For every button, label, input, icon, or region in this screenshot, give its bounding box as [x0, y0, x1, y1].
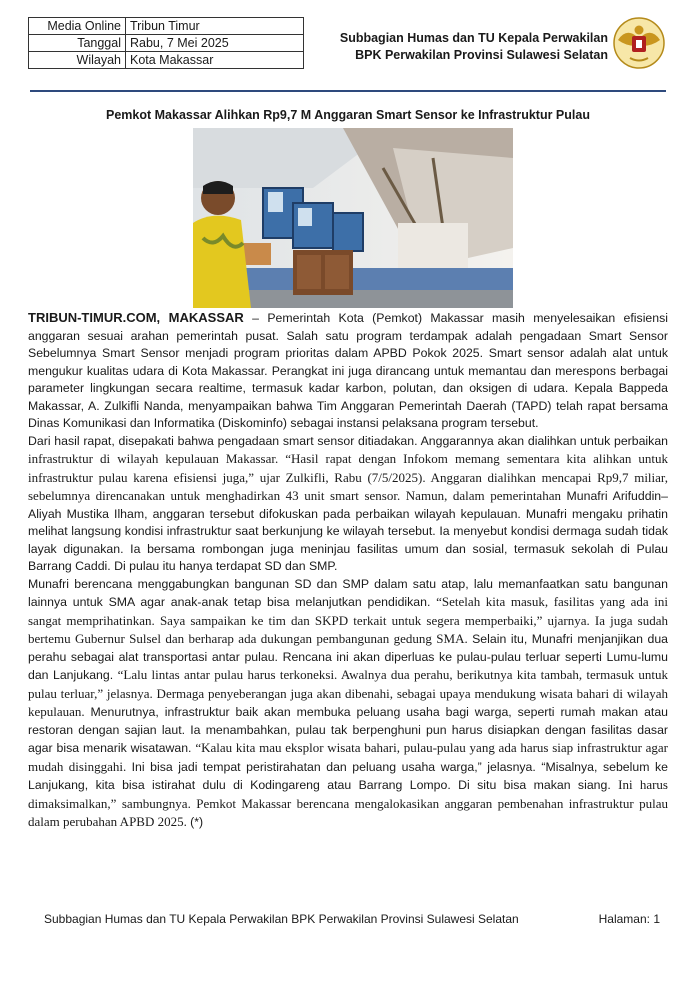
meta-label: Tanggal — [29, 35, 126, 52]
meta-value: Tribun Timur — [126, 18, 304, 35]
article-text: Dari hasil rapat, disepakati bahwa pengadaan smart sensor ditiadakan. Anggarannya akan dialihkan untuk perbaikan — [28, 433, 668, 448]
article-text: – Pemerintah Kota (Pemkot) Makassar masih menyelesaikan efisiensi anggaran sesuai arahan pemerintah pusat. Salah satu program terdampak adalah pengadaan Smart Sensor Sebelumnya Smart Sensor menjadi program prioritas dalam APBD Pokok 2025. Smart sensor adalah alat untuk mengukur kualitas udara di Kota Makassar. Perangkat ini juga dirancang untuk memantau dan merespons berbagai parameter lingkungan secara realtime, termasuk kadar karbon, polutan, dan oksigen di udara. Kepala Bappeda Makassar, A. Zulkifli Nanda, menyampaikan bahwa Tim Anggaran Pemerintah Daerah (TAPD) telah rapat bersama Dinas Komunikasi dan Informatika (Diskominfo) sebagai instansi pelaksana program tersebut. — [28, 311, 668, 430]
article-text: infrastruktur di wilayah kepulauan Makassar. “Hasil rapat dengan Infokom memang sementara kita alihkan untuk infrastruktur pulau karena efisiensi juga,” ujar Zulkifli, Rabu (7/5/2025). Anggaran dialihkan mencapai Rp9,7 miliar, sebelumnya direncanakan untuk menghadirkan 43 unit smart sensor. Namun, dalam pemerintahan — [28, 451, 668, 503]
article-text: “Lalu lintas antar pulau harus terkoneksi. Awalnya dua perahu, berikutnya kita tambah, termasuk untuk pulau terluar,” jelasnya. Dermaga penyeberangan juga akan dibenahi, sebagai upaya mendukung wisata bahari di wilayah kepulauan. — [28, 667, 668, 719]
article-text: “Kalau kita mau eksplor wisata bahari, pulau-pulau yang ada harus siap infrastruktur agar mudah disinggahi. — [28, 740, 669, 774]
meta-label: Media Online — [29, 18, 126, 35]
article-text: Munafri berencana menggabungkan bangunan SD dan SMP dalam satu atap, lalu memanfaatkan satu bangunan lainnya untuk SMA agar anak-anak tetap bisa melanjutkan pendidikan. — [28, 576, 668, 609]
article-headline: Pemkot Makassar Alihkan Rp9,7 M Anggaran Smart Sensor ke Infrastruktur Pulau — [106, 108, 590, 122]
article-text: Ini harus dimaksimalkan,” sambungnya. Pemkot Makassar berencana mengalokasikan anggaran pembenahan infrastruktur pulau dalam perubahan APBD 2025. — [28, 777, 668, 829]
article-text: Menurutnya, infrastruktur baik akan membuka peluang usaha bagi warga, seperti rumah makan atau restoran dengan sajian laut. Ia menambahkan, pulau tak berpenghuni pun harus disiapkan dengan fasilitas dasar agar bisa menarik wisatawan. — [28, 705, 668, 755]
article-paragraph-1 — [28, 309, 668, 433]
meta-row-region — [29, 52, 304, 69]
article-photo — [193, 128, 513, 308]
header-rule — [30, 90, 666, 92]
meta-table — [28, 17, 304, 69]
meta-label: Wilayah — [29, 52, 126, 69]
article-text: Munafri Arifuddin–Aliyah Mustika Ilham, anggaran tersebut difokuskan pada perbaikan wilayah kepulauan. Munafri mengaku prihatin melihat langsung kondisi infrastruktur saat berkunjung ke wilayah tersebut. Ia menyebut kondisi dermaga sudah tidak layak digunakan. Ia bersama rombongan juga meninjau fasilitas umum dan sosial, termasuk sekolah di Pulau Barrang Caddi. Di pulau itu hanya terdapat SD dan SMP. — [28, 489, 668, 573]
meta-row-date — [29, 35, 304, 52]
article-dateline: TRIBUN-TIMUR.COM, MAKASSAR — [28, 310, 244, 325]
article-paragraph-3 — [28, 576, 668, 832]
article-text: Selain itu, Munafri menjanjikan dua perahu sebagai alat transportasi antar pulau. Rencana ini akan diperluas ke pulau-pulau terluar seperti Lumu-lumu dan Lanjukang. — [28, 632, 668, 682]
article-body — [28, 309, 668, 832]
agency-header — [340, 30, 608, 64]
article-text: Ini bisa jadi tempat peristirahatan dan peluang usaha warga,” jelasnya. “Misalnya, sebelum ke Lanjukang, kita bisa istirahat dulu di Kodingareng atau Barrang Lompo. Di situ bisa makan siang. — [28, 759, 669, 792]
footer-page-number: Halaman: 1 — [598, 912, 660, 926]
agency-line-2: BPK Perwakilan Provinsi Sulawesi Selatan — [355, 48, 608, 62]
article-text: (*) — [190, 815, 204, 829]
agency-line-1: Subbagian Humas dan TU Kepala Perwakilan — [339, 31, 608, 45]
garuda-emblem-icon — [612, 16, 666, 70]
meta-value: Kota Makassar — [126, 52, 304, 69]
meta-value: Rabu, 7 Mei 2025 — [126, 35, 304, 52]
article-paragraph-2 — [28, 433, 668, 576]
article-text: “Setelah kita masuk, fasilitas yang ada ini sangat memprihatinkan. Saya sampaikan ke tim dan SKPD terkait untuk segera memperbaiki,” ujarnya. Ia juga sudah bertemu Gubernur Sulsel dan berharap ada dukungan pembangunan gedung SMA. — [28, 594, 668, 646]
meta-row-media — [29, 18, 304, 35]
footer-agency: Subbagian Humas dan TU Kepala Perwakilan BPK Perwakilan Provinsi Sulawesi Selatan — [44, 912, 519, 926]
